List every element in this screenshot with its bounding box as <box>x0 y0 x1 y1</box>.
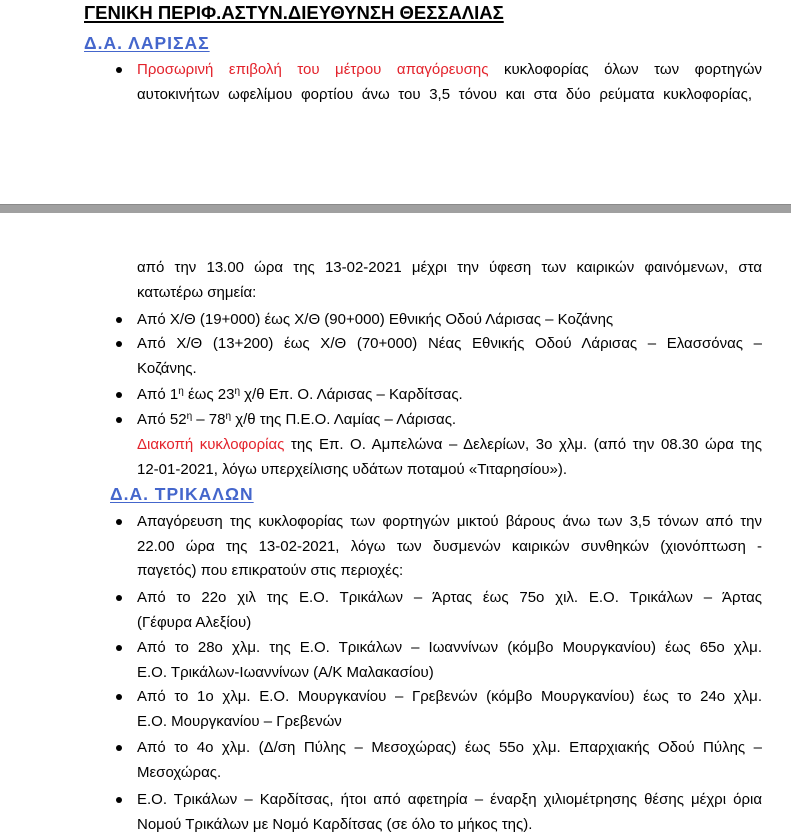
list-item <box>137 685 762 734</box>
ordinal-superscript: η <box>186 411 193 422</box>
list-item <box>137 308 762 333</box>
text-line: Ε.Ο. Τρικάλων – Καρδίτσας, ήτοι από αφετηρία – έναρξη χιλιομέτρησης θέσης μέχρι όρια <box>137 791 762 808</box>
list-item <box>137 332 762 381</box>
ordinal-superscript: η <box>234 386 240 397</box>
bullet-icon <box>116 417 122 423</box>
bullet-icon <box>116 694 122 700</box>
text-line: Απαγόρευση της κυκλοφορίας των φορτηγών μικτού βάρους άνω των 3,5 τόνων από την <box>137 513 762 530</box>
text-line: Από Χ/Θ (13+200) έως Χ/Θ (70+000) Νέας Εθνικής Οδού Λάρισας – Ελασσόνας – <box>137 335 762 352</box>
text-segment: Από 1 <box>137 386 179 403</box>
text-line: Από Χ/Θ (19+000) έως Χ/Θ (90+000) Εθνικής Οδού Λάρισας – Κοζάνης <box>137 311 614 328</box>
list-item <box>137 586 762 635</box>
text-line: 12-01-2021, λόγω υπερχείλισης υδάτων ποταμού «Τιταρησίου»). <box>137 460 568 478</box>
text-line <box>137 433 762 458</box>
section-heading-trikala: Δ.Α. ΤΡΙΚΑΛΩΝ <box>110 484 254 504</box>
highlighted-text: Διακοπή κυκλοφορίας <box>137 436 285 453</box>
page-title: ΓΕΝΙΚΗ ΠΕΡΙΦ.ΑΣΤΥΝ.ΔΙΕΥΘΥΝΣΗ ΘΕΣΣΑΛΙΑΣ <box>84 2 504 23</box>
text-line: Νομού Τρικάλων με Νομό Καρδίτσας (σε όλο το μήκος της). <box>137 815 533 833</box>
larisa-intro-continuation <box>137 256 762 305</box>
list-item <box>137 736 762 785</box>
road-closure-notice <box>137 433 762 482</box>
text-segment: έως 23 <box>183 386 235 403</box>
text-line: αυτοκινήτων ωφελίμου φορτίου άνω του 3,5 τόνου και στα δύο ρεύματα κυκλοφορίας, <box>137 85 752 103</box>
section-heading-larisa: Δ.Α. ΛΑΡΙΣΑΣ <box>84 33 210 53</box>
text-segment: κυκλοφορίας όλων των φορτηγών <box>488 61 762 78</box>
text-line: Από το 4ο χλμ. (Δ/ση Πύλης – Μεσοχώρας) έως 55ο χλμ. Επαρχιακής Οδού Πύλης – <box>137 739 762 756</box>
text-segment: χ/θ Επ. Ο. Λάρισας – Καρδίτσας. <box>240 386 463 403</box>
bullet-icon <box>116 317 122 323</box>
text-line <box>137 408 762 433</box>
text-line <box>137 383 762 408</box>
bullet-icon <box>116 745 122 751</box>
larisa-intro-item <box>137 58 762 107</box>
text-line: κατωτέρω σημεία: <box>137 283 257 301</box>
text-line <box>137 58 762 83</box>
list-item <box>137 510 762 584</box>
text-segment: της Επ. Ο. Αμπελώνα – Δελερίων, 3ο χλμ. (από την 08.30 ώρα της <box>284 436 763 453</box>
bullet-icon <box>116 67 122 73</box>
bullet-icon <box>116 645 122 651</box>
text-line: Κοζάνης. <box>137 359 197 377</box>
bullet-icon <box>116 797 122 803</box>
ordinal-superscript: η <box>225 411 232 422</box>
list-item <box>137 383 762 408</box>
text-line: Μεσοχώρας. <box>137 763 222 781</box>
text-line: (Γέφυρα Αλεξίου) <box>137 613 252 631</box>
text-line: από την 13.00 ώρα της 13-02-2021 μέχρι την ύφεση των καιρικών φαινόμενων, στα <box>137 259 762 276</box>
list-item <box>137 408 762 433</box>
text-line: Ε.Ο. Μουργκανίου – Γρεβενών <box>137 712 342 730</box>
bullet-icon <box>116 519 122 525</box>
text-line: Από το 22ο χιλ της Ε.Ο. Τρικάλων – Άρτας έως 75ο χιλ. Ε.Ο. Τρικάλων – Άρτας <box>137 589 762 606</box>
page-break-bar <box>0 204 791 213</box>
bullet-icon <box>116 392 122 398</box>
list-item <box>137 788 762 837</box>
text-segment: χ/θ της Π.Ε.Ο. Λαμίας – Λάρισας. <box>231 411 457 428</box>
bullet-icon <box>116 341 122 347</box>
text-line: παγετός) που επικρατούν στις περιοχές: <box>137 562 404 580</box>
list-item <box>137 636 762 685</box>
text-line: Από το 28ο χλμ. της Ε.Ο. Τρικάλων – Ιωαννίνων (κόμβο Μουργκανίου) έως 65ο χλμ. <box>137 639 762 656</box>
highlighted-text: Προσωρινή επιβολή του μέτρου απαγόρευσης <box>137 61 489 78</box>
text-segment: – 78 <box>192 411 226 428</box>
ordinal-superscript: η <box>178 386 184 397</box>
bullet-icon <box>116 595 122 601</box>
text-line: 22.00 ώρα της 13-02-2021, λόγω των δυσμενών καιρικών συνθηκών (χιονόπτωση - <box>137 537 762 555</box>
text-segment: Από 52 <box>137 411 187 428</box>
text-line: Ε.Ο. Τρικάλων-Ιωαννίνων (Α/Κ Μαλακασίου) <box>137 663 434 681</box>
text-line: Από το 1ο χλμ. Ε.Ο. Μουργκανίου – Γρεβενών (κόμβο Μουργκανίου) έως το 24ο χλμ. <box>137 688 762 705</box>
